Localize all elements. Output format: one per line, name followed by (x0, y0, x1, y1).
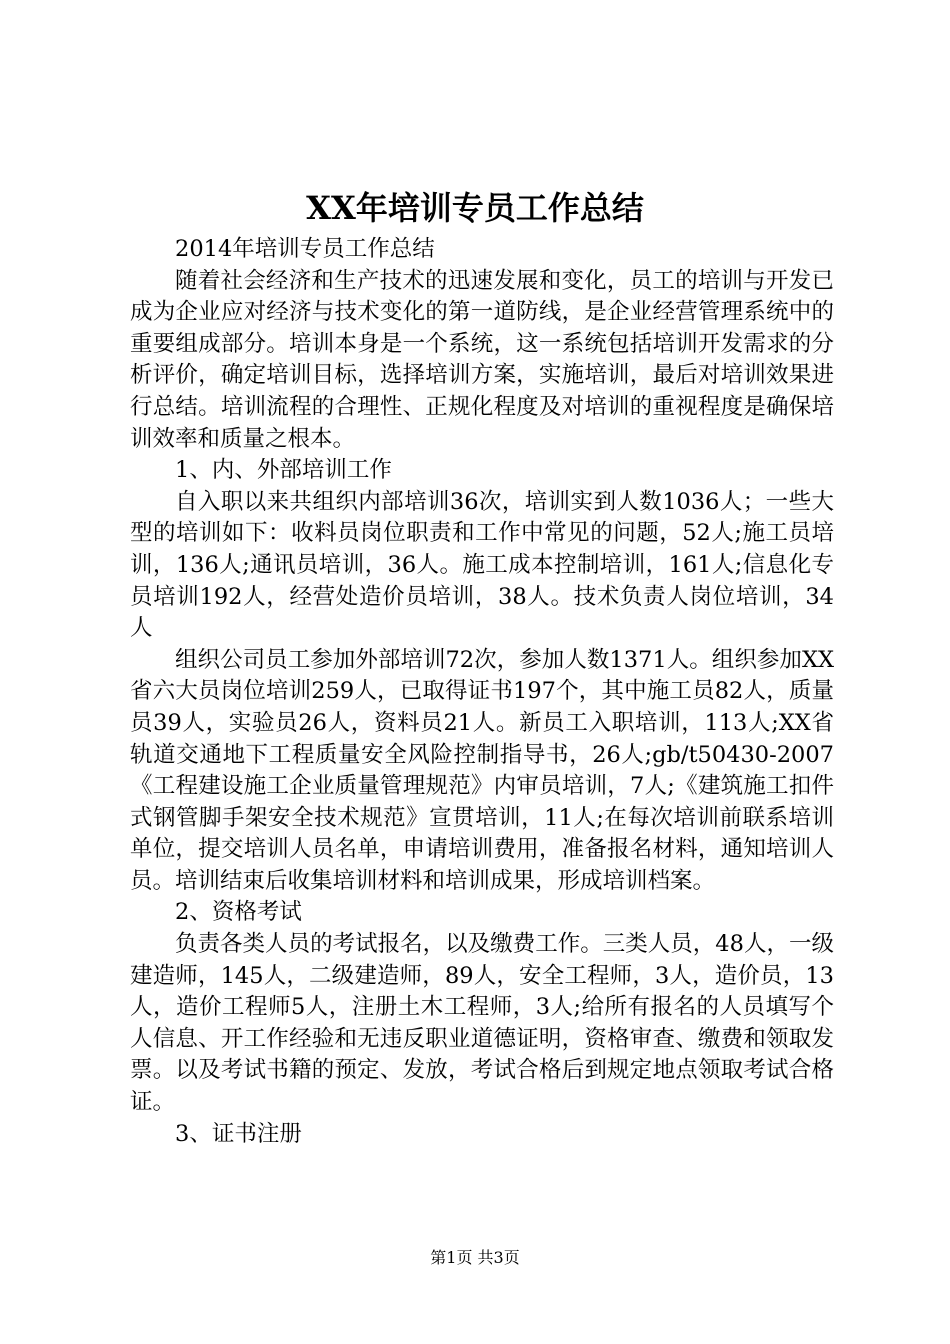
section-heading-2: 2、资格考试 (175, 899, 302, 926)
qualification-exam-paragraph: 负责各类人员的考试报名，以及缴费工作。三类人员，48人，一级建造师，145人，二级建造师，89人，安全工程师，3人，造价员，13人，造价工程师5人，注册土木工程师，3人;给所有报名的人员填写个人信息、开工作经验和无违反职业道德证明，资格审查、缴费和领取发票。以及考试书籍的预定、发放，考试合格后到规定地点领取考试合格证。 (130, 931, 834, 1116)
section-heading-1: 1、内、外部培训工作 (175, 457, 392, 484)
internal-training-paragraph: 自入职以来共组织内部培训36次，培训实到人数1036人；一些大型的培训如下：收料员岗位职责和工作中常见的问题，52人;施工员培训，136人;通讯员培训，36人。施工成本控制培训，161人;信息化专员培训192人，经营处造价员培训，38人。技术负责人岗位培训，34人 (130, 488, 834, 642)
document-title: XX年培训专员工作总结 (306, 189, 644, 227)
subtitle-paragraph: 2014年培训专员工作总结 (175, 236, 435, 262)
external-training-paragraph: 组织公司员工参加外部培训72次，参加人数1371人。组织参加XX省六大员岗位培训259人，已取得证书197个，其中施工员82人，质量员39人，实验员26人，资料员21人。新员工入职培训，113人;XX省轨道交通地下工程质量安全风险控制指导书，26人;gb/t50430-2007《工程建设施工企业质量管理规范》内审员培训，7人;《建筑施工扣件式钢管脚手架安全技术规范》宣贯培训，11人;在每次培训前联系培训单位，提交培训人员名单，申请培训费用，准备报名材料，通知培训人员。培训结束后收集培训材料和培训成果，形成培训档案。 (130, 646, 834, 894)
document-body (130, 234, 834, 1150)
page-footer: 第1页 共3页 (430, 1248, 520, 1267)
section-heading-3: 3、证书注册 (175, 1120, 302, 1147)
intro-paragraph: 随着社会经济和生产技术的迅速发展和变化，员工的培训与开发已成为企业应对经济与技术变化的第一道防线，是企业经营管理系统中的重要组成部分。培训本身是一个系统，这一系统包括培训开发需求的分析评价，确定培训目标，选择培训方案，实施培训，最后对培训效果进行总结。培训流程的合理性、正规化程度及对培训的重视程度是确保培训效率和质量之根本。 (130, 267, 834, 452)
